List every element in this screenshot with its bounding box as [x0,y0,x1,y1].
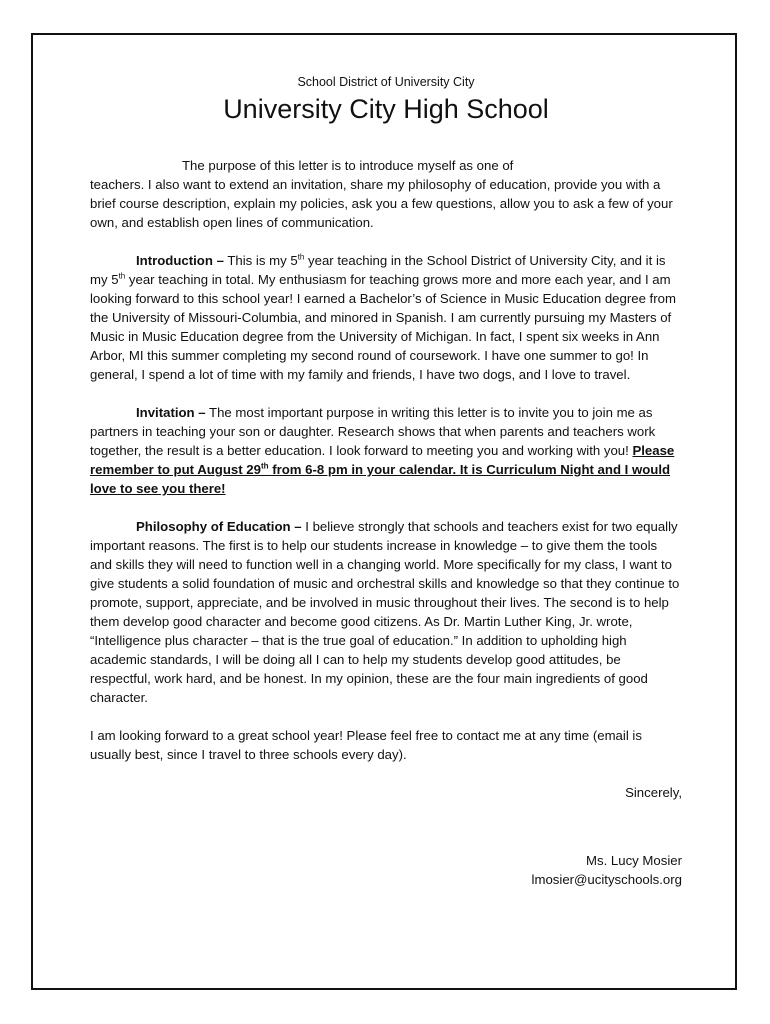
invitation-paragraph [90,403,682,498]
school-title: University City High School [223,94,549,124]
closing-paragraph: I am looking forward to a great school year! Please feel free to contact me at any time (email is usually best, since I travel to three schools every day). [90,728,642,762]
invitation-heading: Invitation – [136,405,206,420]
introduction-text-c: year teaching in total. My enthusiasm for teaching grows more and more each year, and I am looking forward to this school year! I earned a Bachelor’s of Science in Music Education degree from the University of Missouri-Columbia, and minored in Spanish. I am currently pursuing my Masters of Music in Music Education degree from the University of Michigan. In fact, I spent six weeks in Ann Arbor, MI this summer completing my second round of coursework. I have one summer to go! In general, I spend a lot of time with my family and friends, I have two dogs, and I love to travel. [90,272,676,382]
signature-name: Ms. Lucy Mosier [586,853,682,868]
ordinal-suffix: th [260,461,269,471]
notice-text-b: from 6-8 pm in your calendar. It is Curriculum Night and I would love to see you there! [90,462,671,496]
philosophy-heading: Philosophy of Education – [136,519,302,534]
introduction-text-a: This is my 5 [223,253,298,268]
letter [90,74,682,889]
introduction-text-b: year teaching in the School District of University City, and it is my 5 [90,253,666,287]
philosophy-text: I believe strongly that schools and teachers exist for two equally important reasons. The first is to help our students increase in knowledge – to give them the tools and skills they will need to function well in a changing world. More specifically for my class, I want to give students a solid foundation of music and orchestral skills and knowledge so that they continue to promote, support, appreciate, and be involved in music throughout their lives. The second is to help them develop good character and become good citizens. As Dr. Martin Luther King, Jr. wrote, “Intelligence plus character – that is the true goal of education.” In addition to upholding high academic standards, I will be doing all I can to help my students develop good attitudes, be respectful, work hard, and be honest. In my opinion, these are the four main ingredients of good character. [90,519,680,705]
philosophy-paragraph [90,517,682,707]
ordinal-suffix: th [118,271,126,281]
intro-paragraph [90,156,682,232]
ordinal-suffix: th [297,252,305,262]
district-name: School District of University City [297,75,475,89]
introduction-paragraph [90,251,682,384]
signature-block [90,851,682,889]
intro-rest: teachers. I also want to extend an invitation, share my philosophy of education, provide you with a brief course description, explain my policies, ask you a few questions, allow you to ask a few of your own, and establish open lines of communication. [90,177,673,230]
invitation-text: The most important purpose in writing this letter is to invite you to join me as partners in teaching your son or daughter. Research shows that when parents and teachers work together, the result is a better education. I look forward to meeting you and working with you! [90,405,656,458]
signature-email: lmosier@ucityschools.org [531,872,682,887]
notice-text-a: Please remember to put August 29 [90,443,675,477]
closing-salutation: Sincerely, [625,785,682,800]
introduction-heading: Introduction – [136,253,224,268]
intro-first-line: The purpose of this letter is to introduce myself as one of [182,158,514,173]
